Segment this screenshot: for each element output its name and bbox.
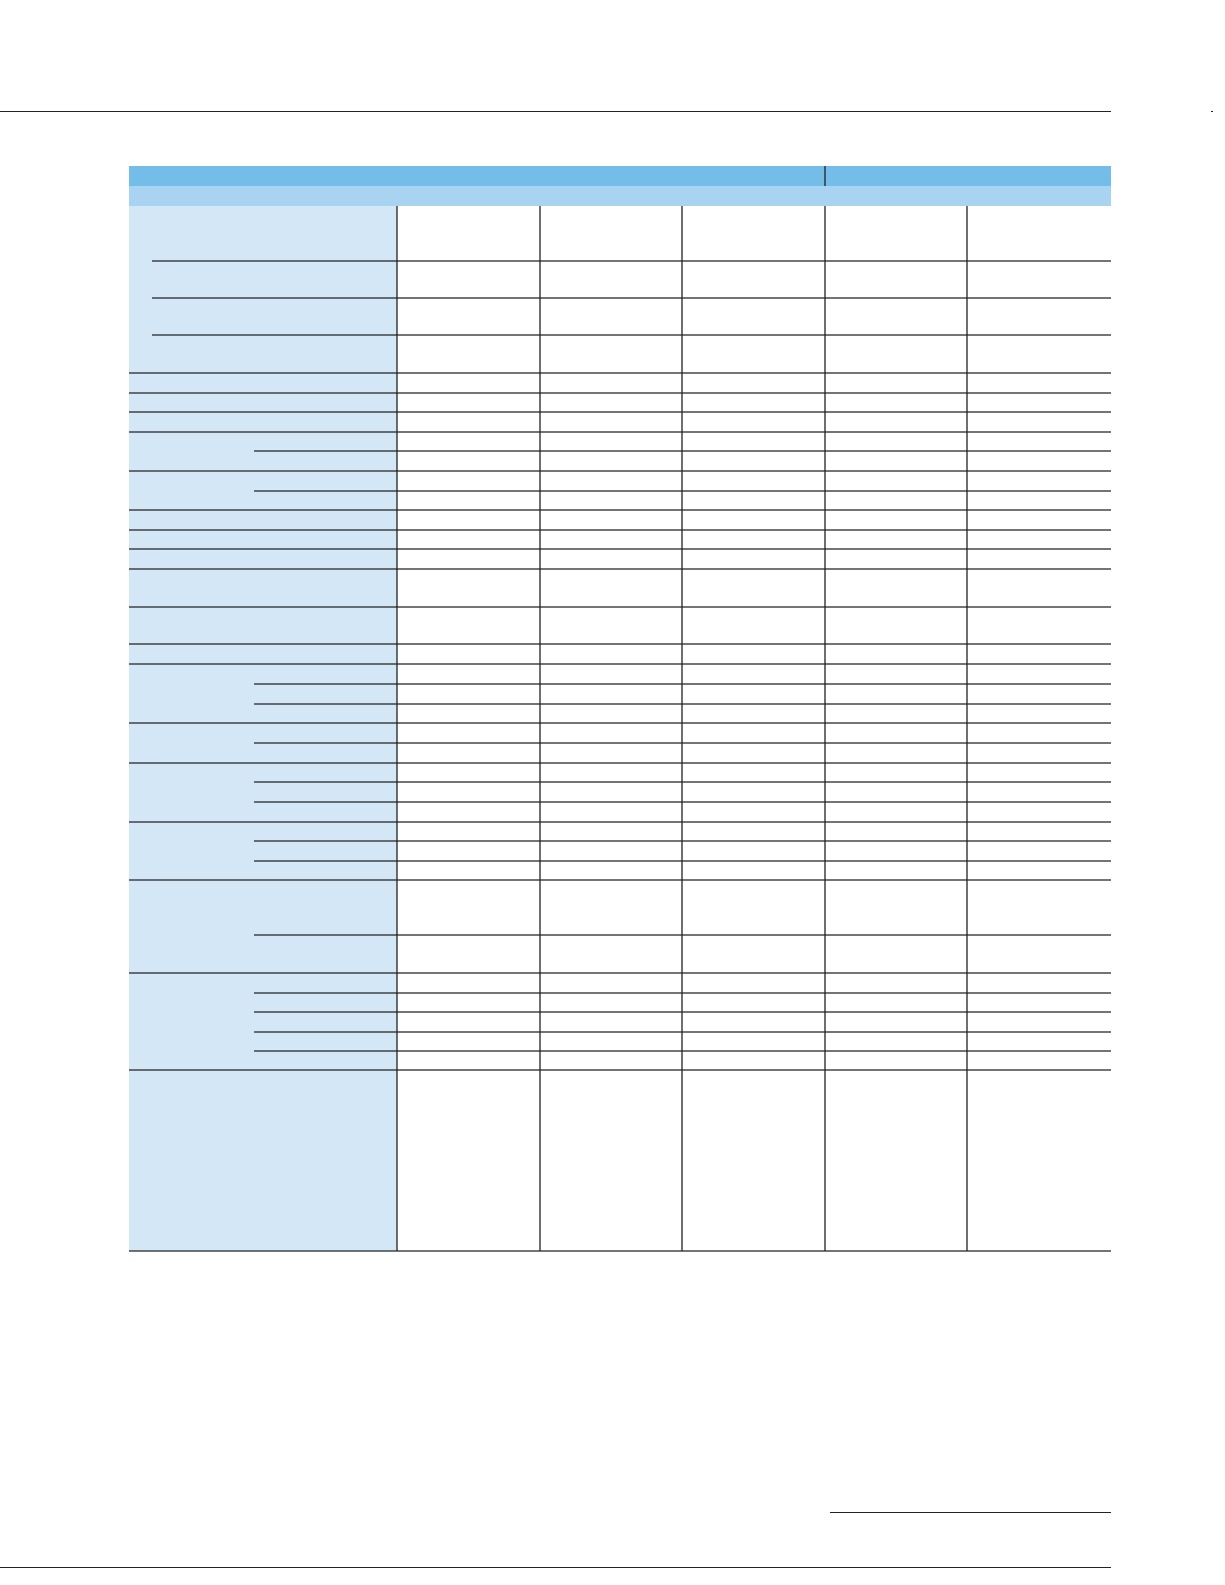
spec-table-grid bbox=[129, 166, 1111, 1252]
label-column bbox=[129, 206, 397, 1251]
header-rule bbox=[0, 111, 1111, 112]
header-band-top bbox=[129, 166, 1111, 186]
header-band-bottom bbox=[129, 186, 1111, 206]
spec-table bbox=[129, 166, 1111, 1252]
crop-mark bbox=[1211, 111, 1213, 112]
footer-rule bbox=[0, 1567, 1111, 1568]
footer-short-rule bbox=[830, 1512, 1111, 1513]
